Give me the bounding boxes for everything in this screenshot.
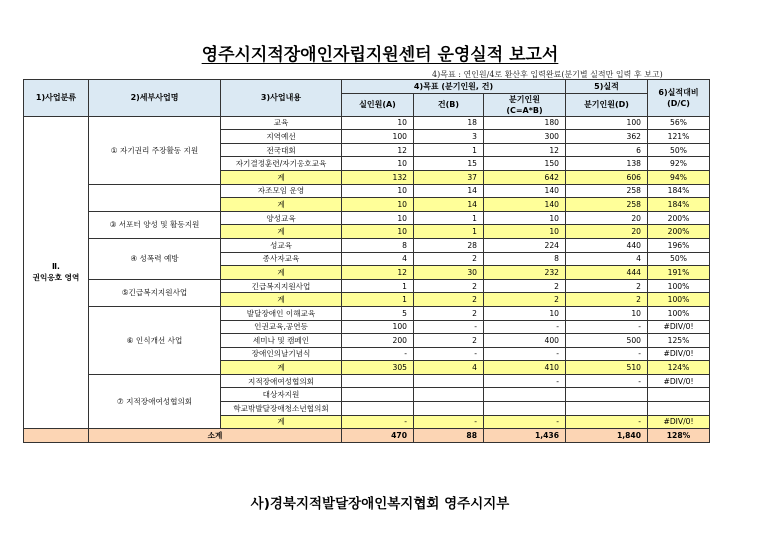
ratio-cell: 191% [648,266,710,280]
cases-cell: 2 [414,293,484,307]
result-cell: 258 [566,198,648,212]
header-real: 실인원(A) [342,93,414,116]
quarter-cell: 8 [484,252,566,266]
quarter-cell: 180 [484,116,566,130]
real-cell: 200 [342,334,414,348]
quarter-cell [484,402,566,416]
quarter-cell: 140 [484,198,566,212]
content-cell: 대상자지원 [221,388,342,402]
ratio-cell: 184% [648,184,710,198]
quarter-cell: 10 [484,306,566,320]
real-cell: 4 [342,252,414,266]
real-cell: 100 [342,320,414,334]
quarter-cell: - [484,320,566,334]
cases-cell: 18 [414,116,484,130]
result-cell: 20 [566,211,648,225]
ratio-cell: 124% [648,361,710,375]
quarter-cell: - [484,347,566,361]
cases-cell: 14 [414,198,484,212]
header-goal: 4)목표 (분기인원, 건) [342,80,566,94]
category-cell: Ⅱ. 권익옹호 영역 [24,116,89,429]
quarter-cell: 300 [484,130,566,144]
total-quarter: 1,436 [484,429,566,443]
table-row [24,211,710,225]
quarter-cell: 150 [484,157,566,171]
ratio-cell: 125% [648,334,710,348]
real-cell: 10 [342,184,414,198]
detail-cell: ① 자기권리 주장활동 지원 [89,116,221,184]
cases-cell [414,402,484,416]
cases-cell: 2 [414,252,484,266]
content-cell: 성교육 [221,238,342,252]
ratio-cell: 100% [648,279,710,293]
quarter-cell: 224 [484,238,566,252]
quarter-cell: 410 [484,361,566,375]
real-cell: 12 [342,143,414,157]
content-cell: 학교밖발달장애청소년협의회 [221,402,342,416]
real-cell: 10 [342,198,414,212]
content-cell: 발달장애인 이해교육 [221,306,342,320]
content-cell: 종사자교육 [221,252,342,266]
content-cell: 계 [221,170,342,184]
header-cases: 건(B) [414,93,484,116]
real-cell: - [342,415,414,429]
content-cell: 양성교육 [221,211,342,225]
header-quarter: 분기인원 (C=A*B) [484,93,566,116]
ratio-cell: 50% [648,252,710,266]
content-cell: 지적장애여성협의회 [221,374,342,388]
result-cell: 500 [566,334,648,348]
ratio-cell: 92% [648,157,710,171]
result-cell: 440 [566,238,648,252]
table-row [24,184,710,198]
result-cell: 258 [566,184,648,198]
cases-cell [414,388,484,402]
real-cell [342,374,414,388]
ratio-cell: 200% [648,225,710,239]
real-cell: 132 [342,170,414,184]
header-category: 1)사업분류 [24,80,89,117]
header-content: 3)사업내용 [221,80,342,117]
cases-cell: 28 [414,238,484,252]
ratio-cell: #DIV/0! [648,415,710,429]
content-cell: 전국대회 [221,143,342,157]
total-row [24,429,710,443]
cases-cell: 37 [414,170,484,184]
ratio-cell: 196% [648,238,710,252]
cases-cell: 1 [414,211,484,225]
cases-cell: 15 [414,157,484,171]
result-cell: 138 [566,157,648,171]
content-cell: 교육 [221,116,342,130]
ratio-cell: 121% [648,130,710,144]
content-cell: 지역예선 [221,130,342,144]
content-cell: 장애인의날기념식 [221,347,342,361]
result-cell: 2 [566,279,648,293]
detail-cell: ④ 성폭력 예방 [89,238,221,279]
cases-cell [414,374,484,388]
cases-cell: 30 [414,266,484,280]
cases-cell: - [414,320,484,334]
organization-footer: 사)경북지적발달장애인복지협회 영주시지부 [250,496,510,512]
real-cell [342,388,414,402]
detail-cell: ③ 서포터 양성 및 활동지원 [89,211,221,238]
ratio-cell: 184% [648,198,710,212]
content-cell: 계 [221,225,342,239]
result-cell [566,388,648,402]
detail-cell: ⑤긴급복지지원사업 [89,279,221,306]
total-real: 470 [342,429,414,443]
result-cell: 2 [566,293,648,307]
total-cases: 88 [414,429,484,443]
total-label: 소계 [89,429,342,443]
cases-cell: 2 [414,306,484,320]
result-cell [566,402,648,416]
header-quarter-d: 분기인원(D) [566,93,648,116]
real-cell: 10 [342,225,414,239]
report-title: 영주시지적장애인자립지원센터 운영실적 보고서 [201,45,559,65]
detail-cell [89,184,221,211]
quarter-cell: 400 [484,334,566,348]
content-cell: 자조모임 운영 [221,184,342,198]
detail-cell: ⑥ 인식개선 사업 [89,306,221,374]
cases-cell: - [414,415,484,429]
quarter-cell: 10 [484,225,566,239]
content-cell: 계 [221,361,342,375]
ratio-cell: #DIV/0! [648,374,710,388]
quarter-cell: - [484,374,566,388]
real-cell: 1 [342,279,414,293]
ratio-cell: 56% [648,116,710,130]
real-cell: 1 [342,293,414,307]
result-cell: 100 [566,116,648,130]
ratio-cell: 94% [648,170,710,184]
ratio-cell: 100% [648,293,710,307]
total-ratio: 128% [648,429,710,443]
real-cell: 100 [342,130,414,144]
ratio-cell: 100% [648,306,710,320]
content-cell: 인권교육,공연등 [221,320,342,334]
real-cell: - [342,347,414,361]
result-cell: 20 [566,225,648,239]
table-row [24,306,710,320]
content-cell: 계 [221,266,342,280]
real-cell: 10 [342,211,414,225]
quarter-cell: 2 [484,279,566,293]
ratio-cell: 200% [648,211,710,225]
ratio-cell: 50% [648,143,710,157]
cases-cell: 1 [414,225,484,239]
ratio-cell [648,388,710,402]
table-row [24,116,710,130]
real-cell: 12 [342,266,414,280]
result-cell: 510 [566,361,648,375]
real-cell: 10 [342,116,414,130]
result-cell: - [566,347,648,361]
result-cell: - [566,374,648,388]
total-result: 1,840 [566,429,648,443]
cases-cell: 3 [414,130,484,144]
quarter-cell: - [484,415,566,429]
result-cell: 444 [566,266,648,280]
header-detail: 2)세부사업명 [89,80,221,117]
cases-cell: 2 [414,334,484,348]
content-cell: 긴급복지지원사업 [221,279,342,293]
quarter-cell [484,388,566,402]
content-cell: 계 [221,415,342,429]
detail-cell: ⑦ 지적장애여성협의회 [89,374,221,428]
table-row [24,279,710,293]
quarter-cell: 12 [484,143,566,157]
real-cell: 8 [342,238,414,252]
real-cell: 305 [342,361,414,375]
ratio-cell: #DIV/0! [648,320,710,334]
ratio-cell: #DIV/0! [648,347,710,361]
cases-cell: 4 [414,361,484,375]
cases-cell: 2 [414,279,484,293]
table-row [24,238,710,252]
quarter-cell: 232 [484,266,566,280]
quarter-cell: 2 [484,293,566,307]
total-blank [24,429,89,443]
performance-table [23,79,710,443]
content-cell: 세미나 및 캠페인 [221,334,342,348]
quarter-cell: 10 [484,211,566,225]
real-cell [342,402,414,416]
result-cell: 4 [566,252,648,266]
target-note: 4)목표 : 연인원/4로 환산후 입력완료(분기별 실적만 입력 후 보고) [432,70,663,79]
real-cell: 5 [342,306,414,320]
result-cell: - [566,415,648,429]
quarter-cell: 642 [484,170,566,184]
content-cell: 계 [221,198,342,212]
result-cell: 606 [566,170,648,184]
result-cell: 362 [566,130,648,144]
result-cell: - [566,320,648,334]
result-cell: 10 [566,306,648,320]
cases-cell: - [414,347,484,361]
header-ratio: 6)실적대비 (D/C) [648,80,710,117]
table-row [24,374,710,388]
ratio-cell [648,402,710,416]
content-cell: 계 [221,293,342,307]
cases-cell: 14 [414,184,484,198]
cases-cell: 1 [414,143,484,157]
result-cell: 6 [566,143,648,157]
content-cell: 자기결정훈련/자기옹호교육 [221,157,342,171]
quarter-cell: 140 [484,184,566,198]
real-cell: 10 [342,157,414,171]
header-result: 5)실적 [566,80,648,94]
